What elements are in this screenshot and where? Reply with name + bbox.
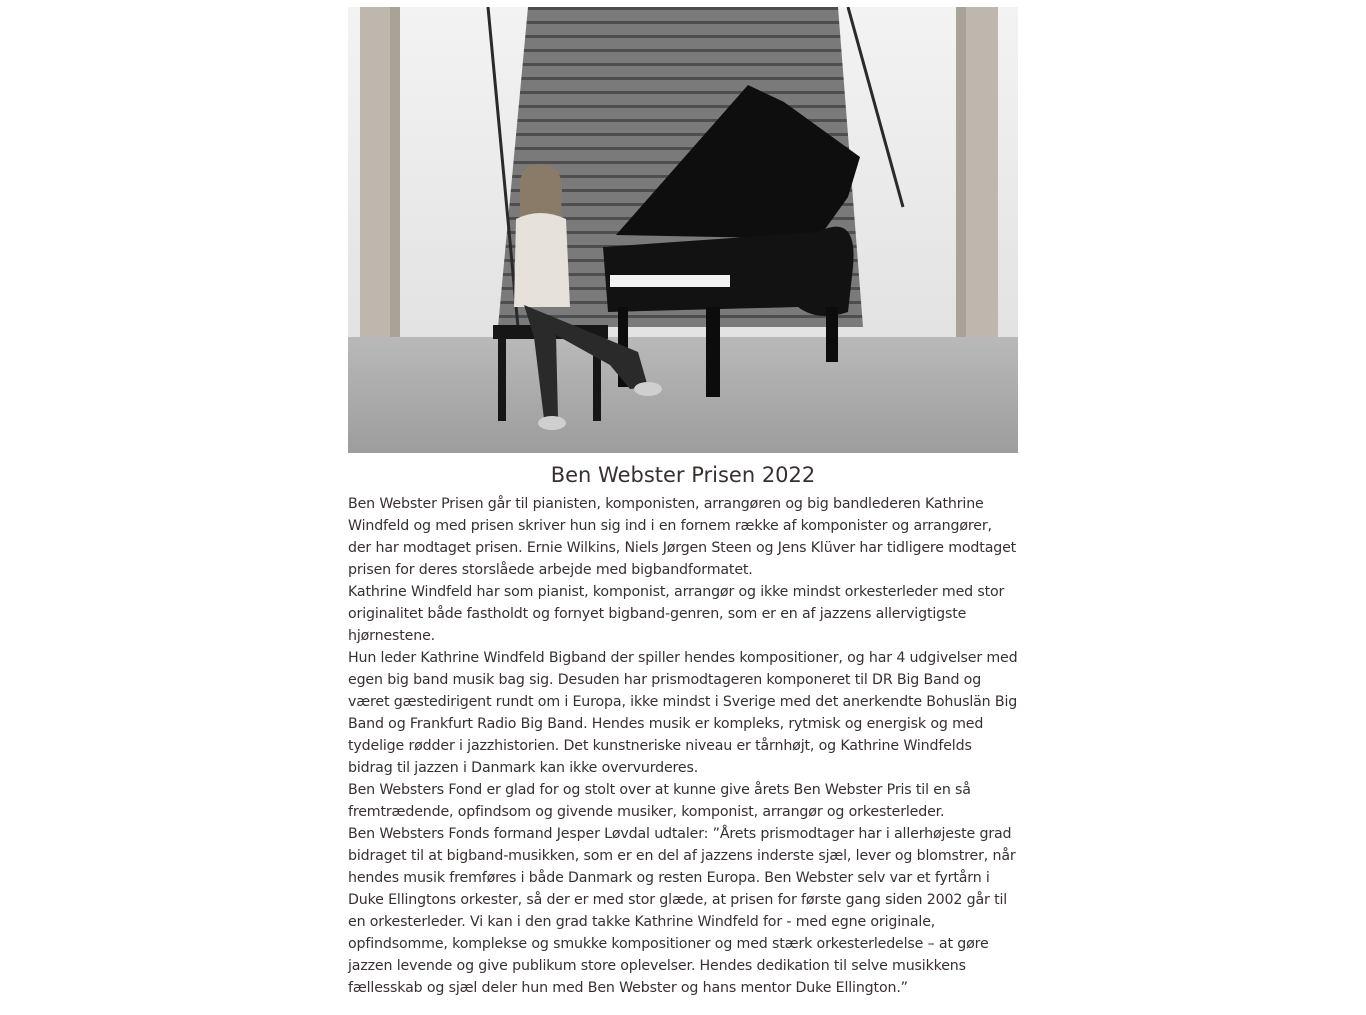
paragraph: Ben Webster Prisen går til pianisten, komponisten, arrangøren og big bandlederen Kathrine Windfeld og med prisen skriver hun sig ind i en fornem række af komponister og arrangører, der har modtaget prisen. Ernie Wilkins, Niels Jørgen Steen og Jens Klüver har tidligere modtaget prisen for deres storslåede arbejde med bigbandformatet. xyxy=(348,496,1017,578)
paragraph: Ben Websters Fonds formand Jesper Løvdal udtaler: ”Årets prismodtager har i allerhøjeste grad bidraget til at bigband-musikken, som er en del af jazzens inderste sjæl, lever og blomstrer, når hendes musik fremføres i både Danmark og resten Europa. Ben Webster selv var et fyrtårn i Duke Ellingtons orkester, så der er med stor glæde, at prisen for første gang siden 2002 går til en orkesterleder. Vi kan i den grad takke Kathrine Windfeld for - med egne originale, opfindsomme, komplekse og smukke kompositioner og med stærk orkesterledelse – at gøre jazzen levende og give publikum store oplevelser. Hendes dedikation til selve musikkens fællesskab og sjæl deler hun med Ben Webster og hans mentor Duke Ellington.” xyxy=(348,826,1016,996)
article xyxy=(348,7,1018,999)
article-title: Ben Webster Prisen 2022 xyxy=(550,463,816,487)
paragraph: Ben Websters Fond er glad for og stolt over at kunne give årets Ben Webster Pris til en så fremtrædende, opfindsom og givende musiker, komponist, arrangør og orkesterleder. xyxy=(348,782,971,820)
pianist-photo xyxy=(348,7,1018,453)
paragraph: Hun leder Kathrine Windfeld Bigband der spiller hendes kompositioner, og har 4 udgivelser med egen big band musik bag sig. Desuden har prismodtageren komponeret til DR Big Band og været gæstedirigent rundt om i Europa, ikke mindst i Sverige med det anerkendte Bohuslän Big Band og Frankfurt Radio Big Band. Hendes musik er kompleks, rytmisk og energisk og med tydelige rødder i jazzhistorien. Det kunstneriske niveau er tårnhøjt, og Kathrine Windfelds bidrag til jazzen i Danmark kan ikke overvurderes. xyxy=(348,650,1018,776)
article-body xyxy=(348,493,1018,999)
paragraph: Kathrine Windfeld har som pianist, komponist, arrangør og ikke mindst orkesterleder med stor originalitet både fastholdt og fornyet bigband-genren, som er en af jazzens allervigtigste hjørnestene. xyxy=(348,584,1005,644)
